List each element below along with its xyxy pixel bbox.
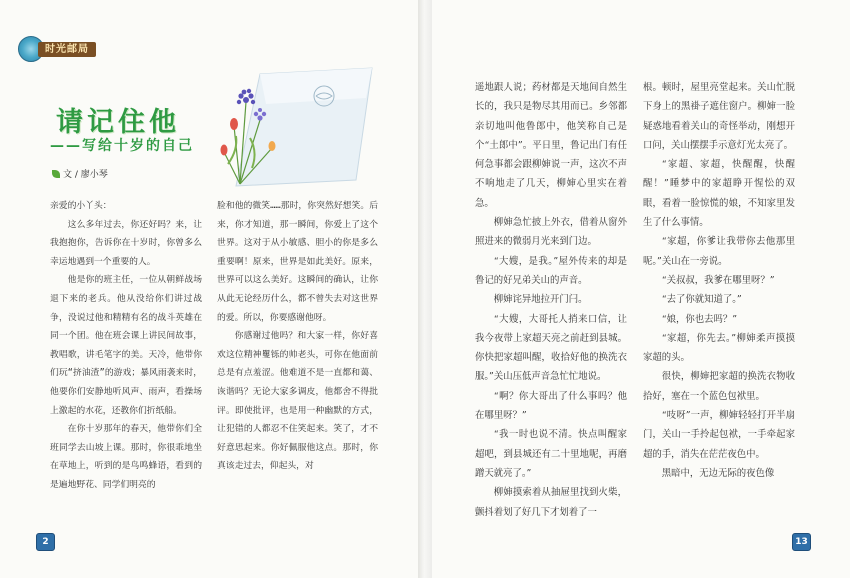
paragraph: 亲爱的小丫头： (50, 201, 112, 211)
left-column-2 (217, 197, 378, 507)
author-line (52, 167, 108, 180)
paragraph: “我一时也说不清。快点叫醒家超吧，到县城还有二十里地呢，再磨蹭天就亮了。” (475, 429, 627, 479)
page-number-left: 2 (36, 533, 55, 551)
paragraph: 他是你的班主任，一位从朝鲜战场退下来的老兵。他从没给你们讲过战争，没说过他和精精有名的战斗英雄在同一个团。他在班会课上讲民间故事，教唱歌，讲毛笔字的美。天冷，他带你们玩“挤油渣”的游戏；暴风雨袭来时，他要你们安静地听风声、雨声，看操场上激起的水花，还教你们折纸船。 (50, 275, 202, 416)
paragraph: “啊？你大哥出了什么事吗？他在哪里呀？” (475, 390, 627, 422)
paragraph: “大嫂，大哥托人捎来口信，让我今夜带上家超天亮之前赶到县城。你快把家超叫醒，收拾好他的换洗衣服。”关山压低声音急忙忙地说。 (475, 313, 627, 383)
column-label: 时光邮局 (38, 42, 96, 57)
paragraph: “家超，你先去。”柳婶柔声摸摸家超的头。 (643, 332, 795, 364)
paragraph: 根。顿时，屋里亮堂起来。关山忙脱下身上的黑褂子遮住窗户。柳婶一脸疑惑地看着关山的奇怪举动，刚想开口问，关山摆摆手示意灯光太亮了。 (643, 82, 795, 151)
book-gutter (418, 0, 432, 578)
page-number-right: 13 (792, 533, 811, 551)
paragraph: 柳婶急忙披上外衣，借着从窗外照进来的微弱月光来到门边。 (475, 217, 627, 248)
column-brand (18, 36, 110, 62)
paragraph: “吱呀”一声，柳婶轻轻打开半扇门，关山一手拎起包袱，一手牵起家超的手，消失在茫茫夜色中。 (643, 410, 795, 460)
paragraph: 遥地跟人说；药材都是天地间自然生长的，我只是物尽其用而已。乡邻都亲切地叫他鲁郎中，他笑称自己是个“土郎中”。平日里，鲁记出门有任何急事都会跟柳婶说一声，这次不声不响地走了几天，柳婶心里实在着急。 (475, 82, 627, 209)
paragraph: “家超、家超，快醒醒，快醒醒！”睡梦中的家超睁开惺忪的双眼，看着一脸惊慌的娘，不知家里发生了什么事情。 (643, 159, 795, 229)
paragraph: “去了你就知道了。” (661, 294, 742, 306)
left-column-1 (50, 197, 202, 507)
paragraph: 你感谢过他吗？和大家一样，你好喜欢这位精神矍铄的帅老头，可你在他面前总是有点羞涩。他难道不是一直都和蔼、诙谐吗？无论大家多调皮，他都舍不得批评。即使批评，也是用一种幽默的方式，让犯错的人都忍不住笑起来。笑了，才不好意思起来。你好佩服他这点。那时，你真该走过去，仰起头，对 (217, 331, 378, 472)
right-column-2 (643, 78, 795, 512)
article-subtitle: ——写给十岁的自己 (50, 138, 194, 154)
left-page (0, 0, 418, 578)
right-column-1 (475, 78, 627, 518)
paragraph: 脸和他的微笑……那时，你突然好想笑。后来，你才知道，那一瞬间，你爱上了这个世界。这对于从小敏感、胆小的你是多么重要啊！原来，世界是如此美好。原来，世界可以这么美好。这瞬间的确认，让你从此无论经历什么，都不曾失去对这世界的爱。所以，你要感谢他呀。 (217, 201, 378, 323)
paragraph: 很快，柳婶把家超的换洗衣物收拾好，塞在一个蓝色包袱里。 (643, 371, 795, 402)
paragraph: “娘，你也去吗？” (661, 313, 738, 325)
paragraph: 这么多年过去，你还好吗？来，让我抱抱你，告诉你在十岁时，你曾多么幸运地遇到一个重要的人。 (50, 219, 202, 267)
paragraph: “关叔叔，我爹在哪里呀？” (661, 274, 775, 286)
article-title: 请记住他 (56, 107, 180, 138)
paragraph: 在你十岁那年的春天，他带你们全班同学去山坡上课。那时，你很乖地坐在草地上，听到的是鸟鸣蜂语，看到的是遍地野花、同学们明亮的 (50, 424, 202, 490)
flower-bouquet-illustration (206, 68, 378, 186)
author-name: 文 / 廖小琴 (63, 170, 108, 180)
paragraph: 柳婶摸索着从抽屉里找到火柴，颤抖着划了好几下才划着了一 (475, 487, 627, 518)
paragraph: 柳婶诧异地拉开门闩。 (493, 294, 588, 306)
paragraph: “大嫂，是我。”屋外传来的却是鲁记的好兄弟关山的声音。 (475, 255, 627, 286)
leaf-icon (52, 170, 60, 178)
paragraph: 黑暗中，无边无际的夜色像 (661, 467, 775, 479)
paragraph: “家超，你爹让我带你去他那里呢。”关山在一旁说。 (643, 236, 795, 267)
